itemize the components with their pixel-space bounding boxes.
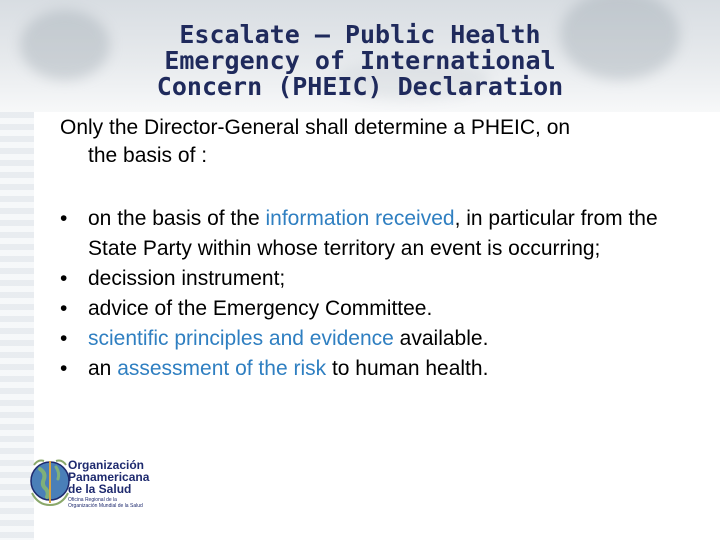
logo-org-line: Organización — [68, 458, 145, 472]
bullet-text: available. — [393, 327, 489, 350]
bullet-item — [60, 354, 700, 384]
bullet-highlight: assessment of the risk — [117, 357, 327, 380]
title-line-3: Concern (PHEIC) Declaration — [156, 72, 564, 101]
title-line-1: Escalate – Public Health — [179, 20, 541, 49]
intro-line-1: Only the Director-General shall determine a PHEIC, on — [60, 116, 571, 139]
intro-paragraph — [60, 114, 700, 170]
bullet-highlight: scientific principles and evidence — [88, 327, 394, 350]
logo-org-line: Panamericana — [68, 470, 150, 484]
bullet-item — [60, 294, 700, 324]
bullet-text: decission instrument; — [88, 267, 286, 290]
bullet-dot: • — [60, 267, 68, 290]
logo-org-name — [68, 459, 149, 495]
bullet-text: on the basis of the — [88, 207, 266, 230]
logo-sub-line: Oficina Regional de la — [68, 497, 117, 503]
bullet-dot: • — [60, 357, 68, 380]
bullet-text: advice of the Emergency Committee. — [88, 297, 433, 320]
bullet-highlight: information received — [265, 207, 455, 230]
bullet-item — [60, 204, 700, 264]
bullet-list — [60, 204, 700, 384]
bullet-text: an — [88, 357, 118, 380]
paho-logo — [26, 455, 186, 515]
logo-org-line: de la Salud — [68, 482, 132, 496]
logo-sub-line: Organización Mundial de la Salud — [68, 503, 143, 509]
bullet-item — [60, 264, 700, 294]
bullet-text: , in particular from the State Party within whose territory an event is occurring; — [88, 207, 658, 260]
bullet-dot: • — [60, 207, 68, 230]
title-line-2: Emergency of International — [164, 46, 556, 75]
globe-emblem-icon — [26, 455, 74, 509]
bullet-dot: • — [60, 297, 68, 320]
bullet-item — [60, 324, 700, 354]
logo-subtitle — [68, 497, 143, 509]
bullet-dot: • — [60, 327, 68, 350]
intro-line-2: the basis of : — [88, 144, 208, 167]
bullet-text: to human health. — [326, 357, 489, 380]
slide-title — [60, 22, 660, 100]
